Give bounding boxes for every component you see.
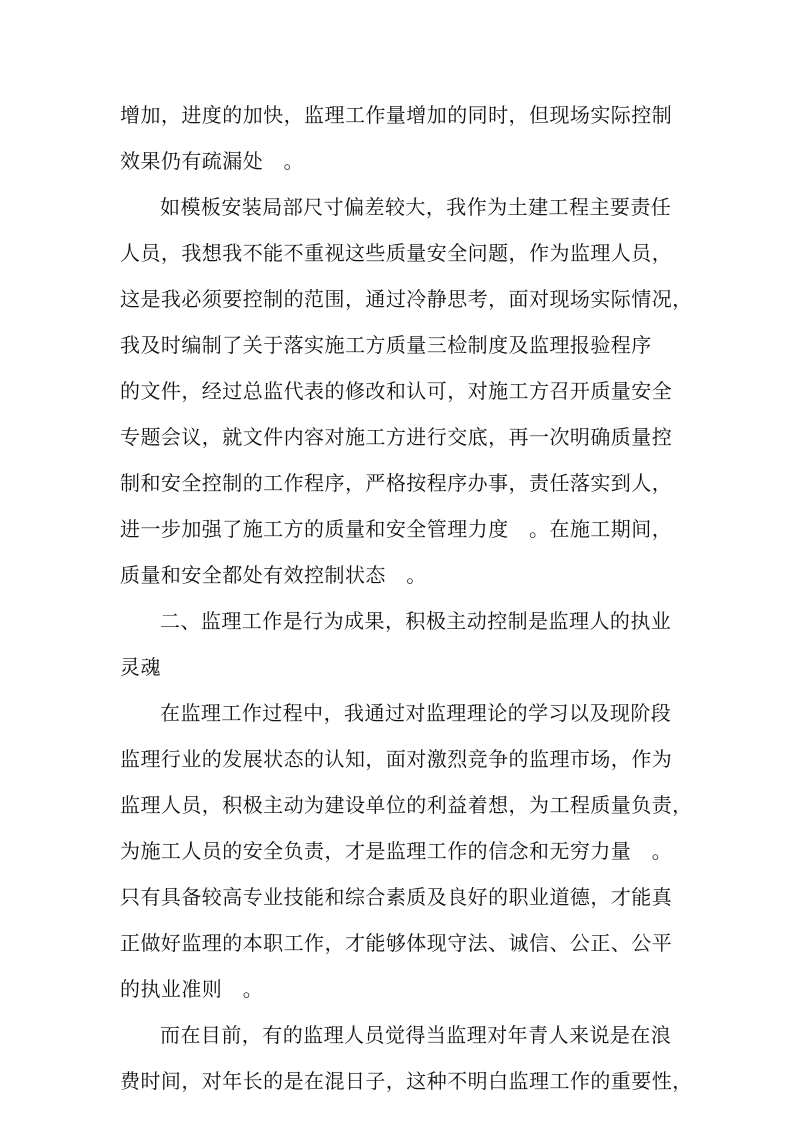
text-line: 正做好监理的本职工作，才能够体现守法、诚信、公正、公平 <box>120 931 673 955</box>
text-line: 监理行业的发展状态的认知，面对激烈竞争的监理市场，作为 <box>120 747 673 771</box>
text-line: 的文件，经过总监代表的修改和认可，对施工方召开质量安全 <box>120 379 673 403</box>
text-line: 的执业准则 。 <box>120 977 264 1001</box>
text-line: 为施工人员的安全负责，才是监理工作的信念和无穷力量 。 <box>120 839 673 863</box>
paragraph-first-line: 而在目前，有的监理人员觉得当监理对年青人来说是在浪 <box>160 1023 672 1047</box>
text-line: 人员，我想我不能不重视这些质量安全问题，作为监理人员， <box>120 241 673 265</box>
text-line: 这是我必须要控制的范围，通过冷静思考，面对现场实际情况， <box>120 287 693 311</box>
paragraph-first-line: 如模板安装局部尺寸偏差较大，我作为土建工程主要责任 <box>160 195 672 219</box>
text-line: 制和安全控制的工作程序，严格按程序办事，责任落实到人， <box>120 471 673 495</box>
text-line: 专题会议，就文件内容对施工方进行交底，再一次明确质量控 <box>120 425 673 449</box>
text-line: 只有具备较高专业技能和综合素质及良好的职业道德，才能真 <box>120 885 673 909</box>
text-line: 效果仍有疏漏处 。 <box>120 149 305 173</box>
section-heading-continuation: 灵魂 <box>120 655 161 679</box>
section-heading: 二、监理工作是行为成果，积极主动控制是监理人的执业 <box>160 609 672 633</box>
text-line: 进一步加强了施工方的质量和安全管理力度 。在施工期间， <box>120 517 673 541</box>
text-line: 监理人员，积极主动为建设单位的利益着想，为工程质量负责， <box>120 793 693 817</box>
paragraph-first-line: 在监理工作过程中，我通过对监理理论的学习以及现阶段 <box>160 701 672 725</box>
text-line: 质量和安全都处有效控制状态 。 <box>120 563 427 587</box>
text-line: 我及时编制了关于落实施工方质量三检制度及监理报验程序 <box>120 333 652 357</box>
text-line: 费时间，对年长的是在混日子，这种不明白监理工作的重要性， <box>120 1069 693 1093</box>
text-line: 增加，进度的加快，监理工作量增加的同时，但现场实际控制 <box>120 103 673 127</box>
